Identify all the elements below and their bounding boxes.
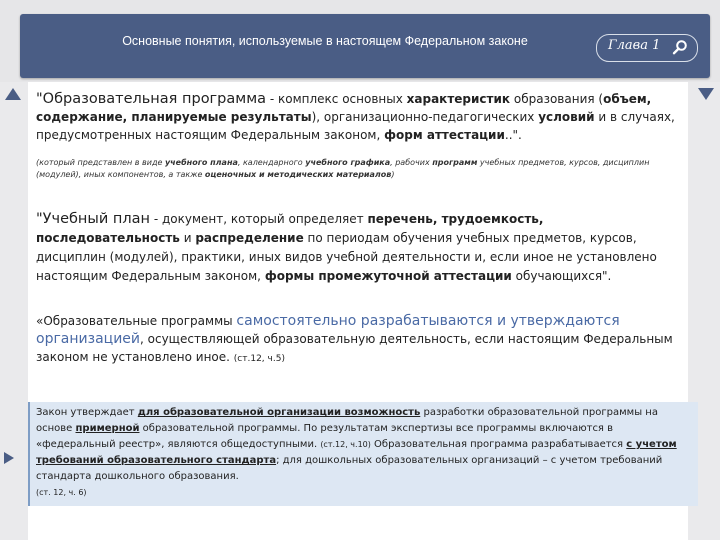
definition-curriculum: "Учебный план - документ, который определяет перечень, трудоемкость, последовательность и распределение по периодам обучения учебных предметов, курсов, дисциплин (модулей), практики, иных видов учебной деятельности и, если иное не установлено настоящим Федеральным законом, формы промежуточной аттестации обучающихся". bbox=[36, 211, 657, 283]
program-development-paragraph: «Образовательные программы самостоятельно разрабатываются и утверждаются организацией, осуществляющей образовательную деятельность, если настоящим Федеральным законом не установлено иное. (ст.12, ч.5) bbox=[36, 313, 673, 364]
definition-educational-program: "Образовательная программа - комплекс основных характеристик образования (объем, содержание, планируемые результаты), организационно-педагогических условий и в случаях, предусмотренных настоящим Федеральным законом, форм аттестации..". bbox=[36, 91, 675, 142]
scroll-up-icon[interactable] bbox=[5, 88, 21, 100]
scroll-down-icon[interactable] bbox=[698, 88, 714, 100]
page-title: Основные понятия, используемые в настоящем Федеральном законе bbox=[122, 34, 528, 48]
search-icon[interactable] bbox=[672, 39, 688, 55]
law-highlight-text: Закон утверждает для образовательной организации возможность разработки образовательной программы на основе примерной образовательной программы. По результатам экспертизы все программы включаются в «федеральный реестр», являются общедоступными. (ст.12, ч.10) Образовательная программа разрабатывается с учетом требований образовательного стандарта; для дошкольных образовательных организаций – с учетом требований стандарта дошкольного образования. (ст. 12, ч. 6) bbox=[36, 407, 677, 497]
play-icon bbox=[4, 452, 14, 464]
program-composition-note: (который представлен в виде учебного плана, календарного учебного графика, рабочих программ учебных предметов, курсов, дисциплин (модулей), иных компонентов, а также оценочных и методических материалов) bbox=[36, 158, 650, 179]
chapter-label: Глава 1 bbox=[608, 38, 661, 53]
